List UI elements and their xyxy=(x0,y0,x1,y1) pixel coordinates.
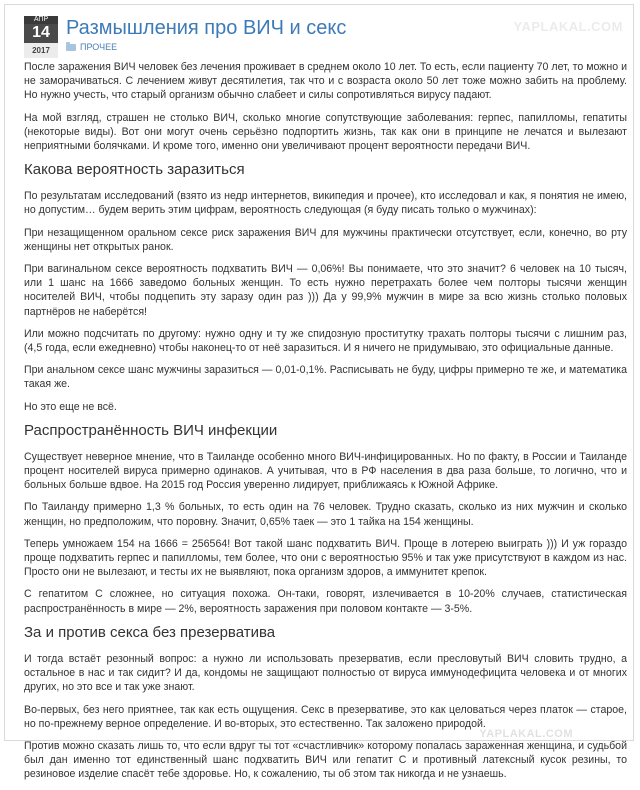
date-badge xyxy=(24,16,58,58)
paragraph: Во-первых, без него приятнее, так как есть ощущения. Секс в презервативе, это как целоваться через платок — старое, но по-прежнему верное определение. И во-вторых, это естественно. Так заложено природой. xyxy=(24,703,627,730)
paragraph: С гепатитом С сложнее, но ситуация похожа. Он-таки, говорят, излечивается в 10-20% случаев, статистическая распространённость в мире — 2%, вероятность заражения при половом контакте — 3-5%. xyxy=(24,588,627,615)
watermark: YAPLAKAL.COM xyxy=(513,19,623,34)
paragraph: При анальном сексе шанс мужчины заразиться — 0,01-0,1%. Расписывать не буду, цифры примерно те же, и математика такая же. xyxy=(24,364,627,391)
paragraph: Против можно сказать лишь то, что если вдруг ты тот «счастливчик» которому попалась зараженная женщина, и судьбой был дан именно тот единственный шанс подхватить ВИЧ или гепатит С и противный латексный кусок резины, то резиновое изделие спасёт тебе здоровье. Но, к сожалению, ты об этом так никогда и не узнаешь. xyxy=(24,739,627,781)
date-day: 14 xyxy=(24,24,58,43)
watermark-bottom: YAPLAKAL.COM xyxy=(479,728,573,740)
paragraph: Теперь умножаем 154 на 1666 = 256564! Вот такой шанс подхватить ВИЧ. Проще в лотерею выиграть ))) И уж гораздо проще подхватить герпес и папилломы, тем более, что они с вероятностью 95% и так уже присутствуют в каждом из нас. Просто они не вылезают, и тесты их не выявляют, пока организм здоров, а иммунитет крепок. xyxy=(24,537,627,579)
paragraph: Но это еще не всё. xyxy=(24,400,117,413)
folder-icon xyxy=(66,44,76,51)
post-container xyxy=(4,4,634,781)
post-body xyxy=(24,60,627,790)
section-heading: За и против секса без презерватива xyxy=(24,623,276,641)
paragraph: При незащищенном оральном сексе риск заражения ВИЧ для мужчины практически отсутствует, если, конечно, во рту женщины нет открытых ранок. xyxy=(24,226,627,253)
paragraph: После заражения ВИЧ человек без лечения проживает в среднем около 10 лет. То есть, если пациенту 70 лет, то можно и не заморачиваться. С лечением живут десятилетия, так что и с возраста около 50 лет тоже можно забить на проблему. Но нужно учесть, что старый организм обычно слабеет и силы сопротивляться вирусу падают. xyxy=(24,61,627,102)
category-label: ПРОЧЕЕ xyxy=(80,42,118,52)
paragraph: И тогда встаёт резонный вопрос: а нужно ли использовать презерватив, если пресловутый ВИЧ словить трудно, а остальное в нас и так сидит? И да, кондомы не защищают полностью от вируса иммунодефицита человека и от многих других, но это все и так уже знают. xyxy=(24,652,627,694)
paragraph: При вагинальном сексе вероятность подхватить ВИЧ — 0,06%! Вы понимаете, что это значит? 6 человек на 10 тысяч, или 1 шанс на 1666 заведомо больных женщин. То есть нужно перетрахать более чем полторы тысячи женщин носителей ВИЧ, чтобы подцепить эту заразу один раз ))) Да у 99,9% мужчин в мире за всю жизнь столько половых партнёров не наберётся! xyxy=(24,263,627,318)
paragraph: По результатам исследований (взято из недр интернетов, википедия и прочее), кто исследовал и как, я понятия не имею, но допустим… будем верить этим цифрам, вероятность следующая (я буду писать только о мужчинах): xyxy=(24,190,627,217)
paragraph: По Таиланду примерно 1,3 % больных, то есть один на 76 человек. Трудно сказать, сколько из них мужчин и сколько женщин, но предположим, что поровну. Значит, 0,65% таек — это 1 тайка на 154 женщины. xyxy=(24,501,627,528)
paragraph: Или можно подсчитать по другому: нужно одну и ту же спидозную проститутку трахать полторы тысячи с лишним раз, (4,5 года, если ежедневно) чтобы наконец-то от неё заразиться. И я ничего не придумываю, это официальные данные. xyxy=(24,327,627,355)
category-link[interactable] xyxy=(66,42,117,52)
date-month: АПР xyxy=(24,16,58,24)
section-heading: Распространённость ВИЧ инфекции xyxy=(24,421,278,439)
paragraph: Существует неверное мнение, что в Таиланде особенно много ВИЧ-инфицированных. Но по факту, в России и Таиланде процент носителей вируса примерно одинаков. А учитывая, что в РФ населения в два раза больше, то логично, что и больных больше вдвое. На 2015 год Россия уверенно лидирует, приближаясь к Южной Африке. xyxy=(24,450,627,492)
section-heading: Какова вероятность заразиться xyxy=(24,161,245,179)
date-year: 2017 xyxy=(24,43,58,58)
paragraph: На мой взгляд, страшен не столько ВИЧ, сколько многие сопутствующие заболевания: герпес, папилломы, гепатиты (некоторые виды). Вот они могут очень серьёзно подпортить жизнь, так как они в принципе не лечатся и вылезают неприятными болячками. И кроме того, именно они увеличивают процент вероятности передачи ВИЧ. xyxy=(24,111,627,153)
post-title[interactable]: Размышления про ВИЧ и секс xyxy=(66,17,347,39)
